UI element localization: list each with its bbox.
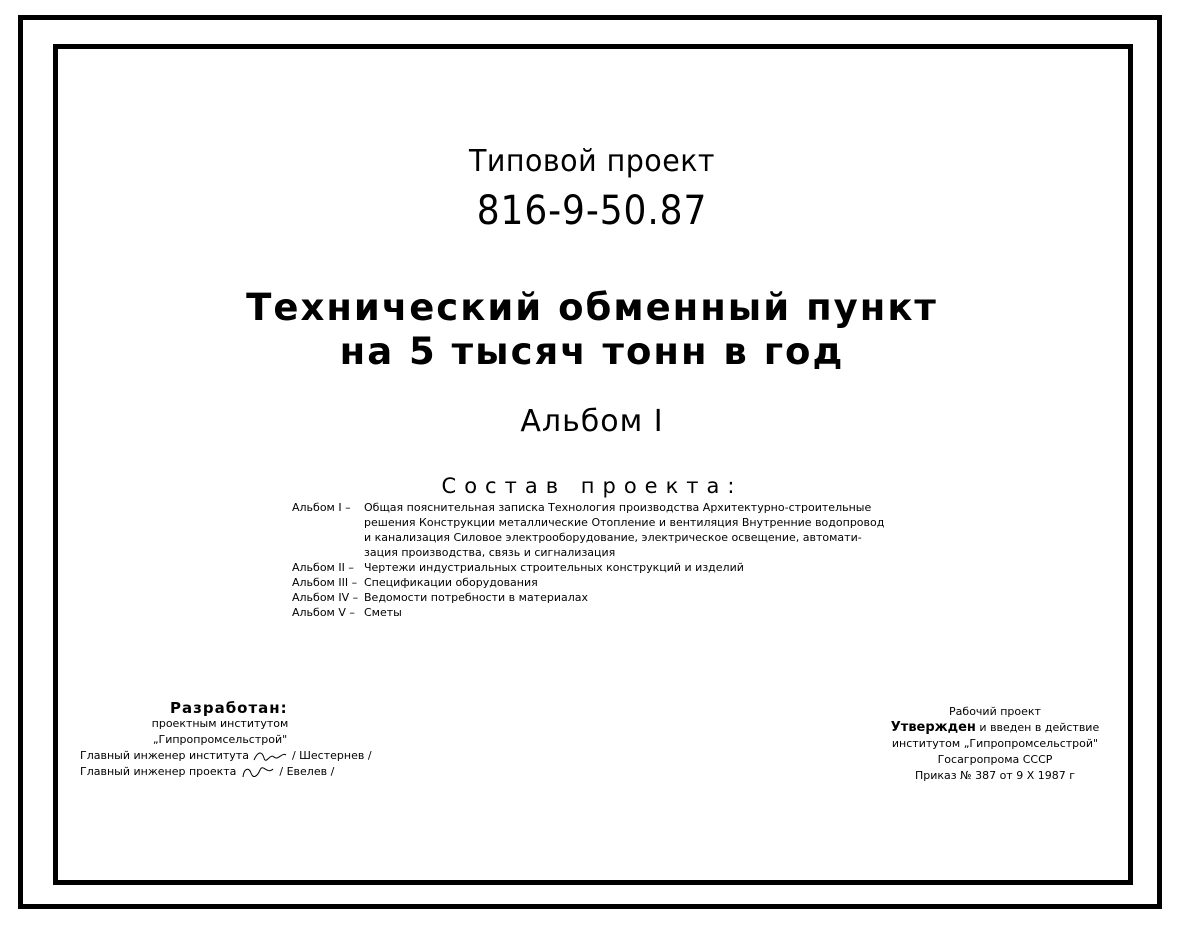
chief-institute-label: Главный инженер института: [80, 749, 249, 762]
approved-line-4: Госагропрома СССР: [937, 753, 1053, 766]
list-item: [292, 575, 884, 590]
album-desc: Чертежи индустриальных строительных конструкций и изделий: [364, 561, 744, 574]
chief-project-name: / Евелев /: [279, 765, 335, 778]
approved-line-1: Рабочий проект: [949, 705, 1041, 718]
approved-line-3: институтом „Гипропромсельстрой": [891, 737, 1099, 750]
composition-list: [292, 500, 884, 620]
approved-line-2: [870, 720, 1120, 736]
album-desc: Спецификации оборудования: [364, 576, 538, 589]
title-line-1: Технический обменный пункт: [246, 286, 938, 329]
list-item: [292, 560, 884, 575]
album-label: Альбом II –: [292, 561, 354, 574]
chief-project-row: [80, 764, 372, 780]
album-label: Альбом III –: [292, 576, 358, 589]
chief-institute-name: / Шестернев /: [291, 749, 372, 762]
project-number: 816-9-50.87: [476, 188, 708, 234]
signature-icon: [240, 765, 276, 779]
album-label: Альбом V –: [292, 606, 355, 619]
album-desc: Ведомости потребности в материалах: [364, 591, 589, 604]
developed-block: [80, 700, 372, 780]
developed-heading: Разработан:: [170, 699, 288, 717]
album-label: Альбом IV –: [292, 591, 359, 604]
approved-line-2-rest: и введен в действие: [979, 721, 1100, 734]
developed-org-line: проектным институтом: [151, 717, 289, 730]
list-item: [292, 500, 884, 515]
list-item: [292, 605, 884, 620]
developed-org-name: „Гипропромсельстрой": [152, 733, 288, 746]
chief-institute-row: [80, 748, 372, 764]
chief-project-label: Главный инженер проекта: [80, 765, 237, 778]
album-desc: решения Конструкции металлические Отопление и вентиляция Внутренние водопровод: [364, 516, 885, 529]
album-desc: Сметы: [364, 606, 402, 619]
album-desc: и канализация Силовое электрооборудование, электрическое освещение, автомати-: [364, 531, 862, 544]
approved-order: Приказ № 387 от 9 X 1987 г: [915, 769, 1075, 782]
album-title: Альбом I: [520, 404, 664, 439]
project-kind: Типовой проект: [469, 144, 715, 179]
album-desc: зация производства, связь и сигнализация: [364, 546, 616, 559]
approved-word: Утвержден: [890, 720, 976, 735]
approved-block: [870, 704, 1120, 784]
album-label: Альбом I –: [292, 501, 351, 514]
album-desc: Общая пояснительная записка Технология производства Архитектурно-строительные: [364, 501, 872, 514]
composition-heading: Состав проекта:: [441, 474, 743, 498]
signature-icon: [252, 749, 288, 763]
list-item: [292, 590, 884, 605]
title-line-2: на 5 тысяч тонн в год: [339, 330, 845, 373]
